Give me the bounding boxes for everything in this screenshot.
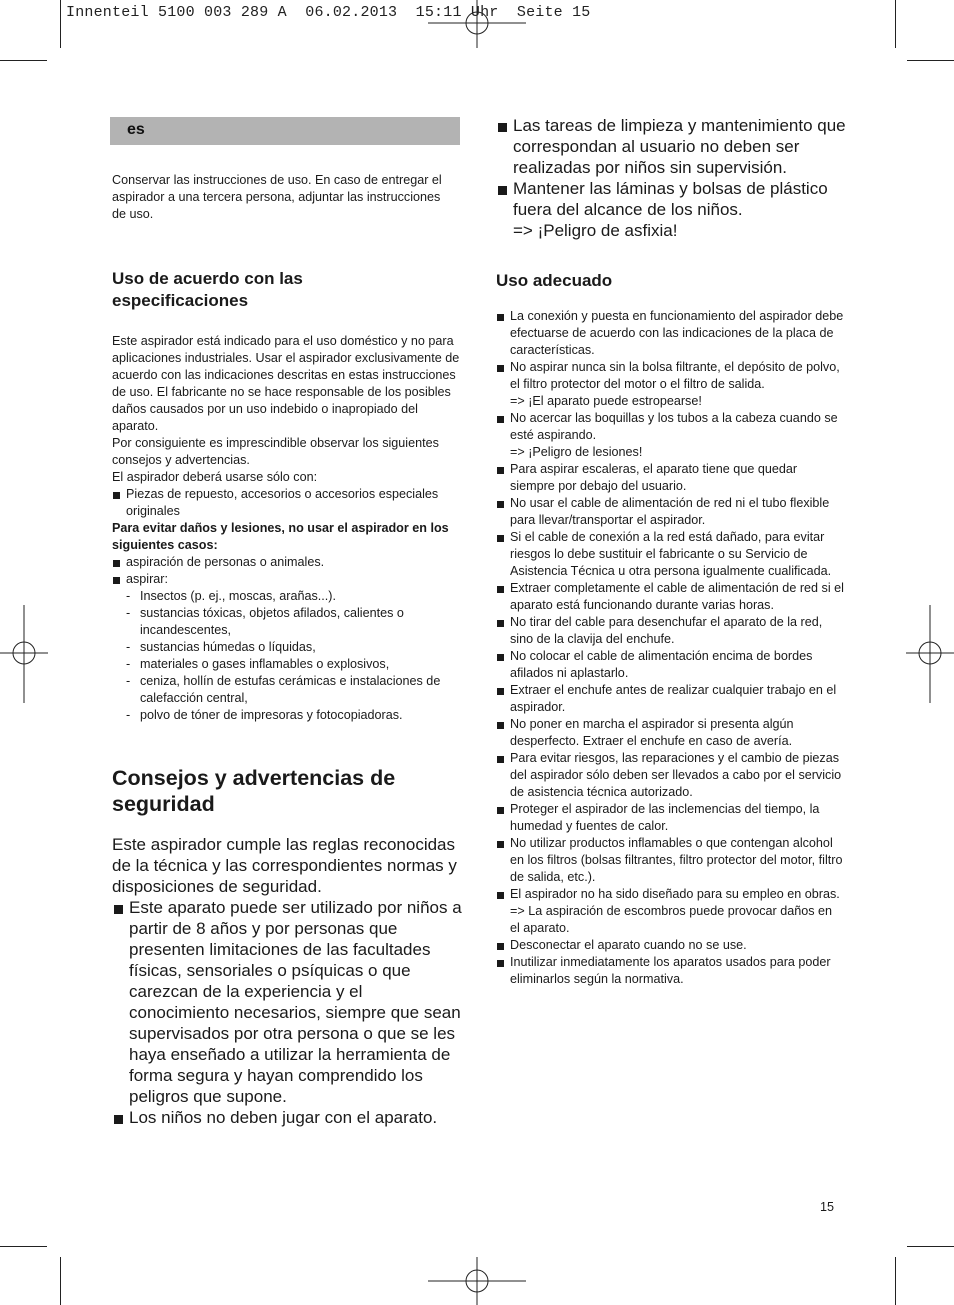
list-item: No colocar el cable de alimentación encima de bordes afilados ni aplastarlo.	[496, 648, 844, 682]
crop-mark	[895, 0, 896, 48]
list-item: No acercar las boquillas y los tubos a la cabeza cuando se esté aspirando.	[496, 410, 844, 444]
safety-body-continued	[496, 115, 846, 241]
crop-mark	[907, 60, 954, 61]
list-item: No aspirar nunca sin la bolsa filtrante, el depósito de polvo, el filtro protector del motor o el filtro de salida.	[496, 359, 844, 393]
dash-item: - polvo de tóner de impresoras y fotocopiadoras.	[112, 707, 460, 724]
specifications-body	[112, 333, 460, 724]
crop-mark	[895, 1257, 896, 1305]
list-item: No usar el cable de alimentación de red ni el tubo flexible para llevar/transportar el aspirador.	[496, 495, 844, 529]
list-item	[112, 1107, 462, 1128]
crop-mark	[0, 60, 47, 61]
crop-mark	[907, 1246, 954, 1247]
warning-text: Para evitar daños y lesiones, no usar el aspirador en los siguientes casos:	[112, 521, 449, 552]
section-title-specifications: Uso de acuerdo con las especificaciones	[112, 269, 303, 310]
warning-arrow: => ¡El aparato puede estropearse!	[510, 394, 702, 408]
dash-item: - Insectos (p. ej., moscas, arañas...).	[112, 588, 460, 605]
section-title-safety: Consejos y advertencias de seguridad	[112, 766, 396, 816]
list-item: Extraer el enchufe antes de realizar cualquier trabajo en el aspirador.	[496, 682, 844, 716]
list-item	[496, 115, 846, 178]
dash-item: - sustancias húmedas o líquidas,	[112, 639, 460, 656]
warning-arrow: => La aspiración de escombros puede provocar daños en el aparato.	[510, 904, 833, 935]
registration-mark-left	[0, 605, 48, 703]
registration-mark-top	[428, 0, 526, 48]
warning-arrow: => ¡Peligro de lesiones!	[510, 445, 643, 459]
dash-item: - materiales o gases inflamables o explosivos,	[112, 656, 460, 673]
language-bar	[110, 117, 460, 145]
list-item-text: aspirar:	[126, 572, 168, 586]
specifications-paragraph-2: Por consiguiente es imprescindible observar los siguientes consejos y advertencias.	[112, 436, 439, 467]
list-item: No poner en marcha el aspirador si presenta algún desperfecto. Extraer el enchufe en caso de avería.	[496, 716, 844, 750]
warning-arrow: => ¡Peligro de asfixia!	[513, 221, 678, 240]
dash-item: - ceniza, hollín de estufas cerámicas e instalaciones de calefacción central,	[112, 673, 460, 707]
specifications-paragraph: Este aspirador está indicado para el uso doméstico y no para aplicaciones industriales. Usar el aspirador exclusivamente de acuerdo con las indicaciones descritas en estas instrucciones de uso. El fabricante no se hace responsable de los posibles daños causados por un uso indebido o inapropiado del aparato.	[112, 334, 460, 433]
page-number: 15	[820, 1200, 835, 1214]
section-title-proper-use: Uso adecuado	[496, 271, 613, 290]
intro-text: Conservar las instrucciones de uso. En caso de entregar el aspirador a una tercera persona, adjuntar las instrucciones de uso.	[112, 173, 442, 221]
language-tag: es	[127, 121, 145, 138]
list-item: Proteger el aspirador de las inclemencias del tiempo, la humedad y fuentes de calor.	[496, 801, 844, 835]
registration-mark-bottom	[428, 1257, 526, 1305]
list-item	[112, 571, 460, 588]
list-item-text: Los niños no deben jugar con el aparato.	[129, 1108, 438, 1127]
specifications-paragraph-3: El aspirador deberá usarse sólo con:	[112, 470, 318, 484]
list-item	[112, 554, 460, 571]
crop-mark	[60, 1257, 61, 1305]
list-item: Para aspirar escaleras, el aparato tiene que quedar siempre por debajo del usuario.	[496, 461, 844, 495]
safety-paragraph: Este aspirador cumple las reglas reconocidas de la técnica y las correspondientes normas y disposiciones de seguridad.	[112, 835, 457, 896]
print-header: Innenteil 5100 003 289 A 06.02.2013 15:11 Uhr Seite 15	[66, 4, 591, 21]
list-item-text: aspiración de personas o animales.	[126, 555, 325, 569]
registration-mark-right	[906, 605, 954, 703]
list-item	[112, 897, 462, 1107]
list-item-text: Las tareas de limpieza y mantenimiento que correspondan al usuario no deben ser realizadas por niños sin supervisión.	[513, 116, 846, 177]
list-item: Si el cable de conexión a la red está dañado, para evitar riesgos lo debe sustituir el fabricante o su Servicio de Asistencia Técnica u otra persona igualmente cualificada.	[496, 529, 844, 580]
list-item: Desconectar el aparato cuando no se use.	[496, 937, 844, 954]
list-item	[496, 178, 846, 220]
list-item: No tirar del cable para desenchufar el aparato de la red, sino de la clavija del enchufe.	[496, 614, 844, 648]
list-item: Extraer completamente el cable de alimentación de red si el aparato está funcionando durante varias horas.	[496, 580, 844, 614]
safety-body	[112, 834, 462, 1128]
list-item: El aspirador no ha sido diseñado para su empleo en obras.	[496, 886, 844, 903]
list-item-text: Piezas de repuesto, accesorios o accesorios especiales originales	[126, 487, 439, 518]
list-item: Para evitar riesgos, las reparaciones y el cambio de piezas del aspirador sólo deben ser llevados a cabo por el servicio de asistencia técnica autorizado.	[496, 750, 844, 801]
list-item-text: Este aparato puede ser utilizado por niños a partir de 8 años y por personas que presenten limitaciones de las facultades físicas, sensoriales o psíquicas o que carezcan de la experiencia y el conocimiento necesarios, siempre que sean supervisados por otra persona o que se les haya enseñado a utilizar la herramienta de forma segura y hayan comprendido los peligros que supone.	[129, 898, 462, 1106]
list-item-text: Mantener las láminas y bolsas de plástico fuera del alcance de los niños.	[513, 179, 828, 219]
list-item: No utilizar productos inflamables o que contengan alcohol en los filtros (bolsas filtrantes, filtro protector del motor, filtro de salida, etc.).	[496, 835, 844, 886]
proper-use-list	[496, 308, 844, 988]
list-item	[112, 486, 460, 520]
list-item: La conexión y puesta en funcionamiento del aspirador debe efectuarse de acuerdo con las indicaciones de la placa de características.	[496, 308, 844, 359]
crop-mark	[60, 0, 61, 48]
dash-item: - sustancias tóxicas, objetos afilados, calientes o incandescentes,	[112, 605, 460, 639]
list-item: Inutilizar inmediatamente los aparatos usados para poder eliminarlos según la normativa.	[496, 954, 844, 988]
crop-mark	[0, 1246, 47, 1247]
